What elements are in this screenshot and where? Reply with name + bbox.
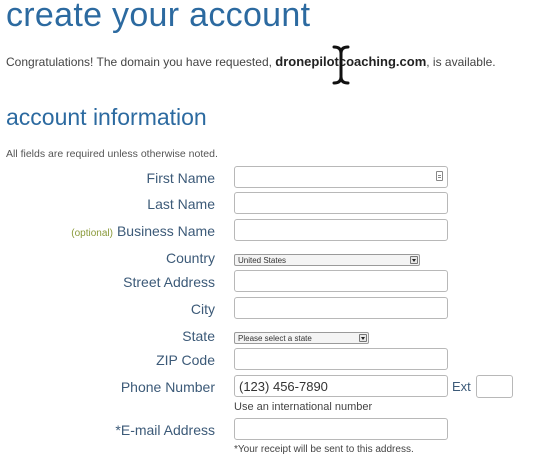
state-label: State <box>182 328 215 344</box>
city-input[interactable] <box>234 297 448 319</box>
required-note: All fields are required unless otherwise noted. <box>6 148 218 160</box>
last-name-label: Last Name <box>147 196 215 212</box>
section-title: account information <box>6 104 207 130</box>
chevron-down-icon[interactable] <box>410 256 418 264</box>
zip-code-input[interactable] <box>234 348 448 370</box>
business-name-input[interactable] <box>234 219 448 241</box>
optional-tag: (optional) <box>71 228 113 239</box>
country-select-value: United States <box>238 256 287 265</box>
state-select[interactable] <box>234 332 369 344</box>
congrats-prefix: Congratulations! The domain you have requested, <box>6 55 272 69</box>
domain-name: dronepilotcoaching.com <box>275 54 427 69</box>
business-name-label-text: Business Name <box>116 223 215 239</box>
email-label: *E-mail Address <box>115 422 215 438</box>
email-input[interactable] <box>234 418 448 440</box>
street-address-input[interactable] <box>234 270 448 292</box>
text-cursor-icon <box>331 44 351 86</box>
email-hint: *Your receipt will be sent to this address. <box>234 444 414 455</box>
autofill-icon[interactable] <box>436 171 443 181</box>
business-name-label <box>71 223 215 239</box>
congrats-suffix: , is available. <box>426 55 496 69</box>
first-name-label: First Name <box>146 170 215 186</box>
page-title: create your account <box>6 0 311 34</box>
first-name-autofill <box>234 166 448 188</box>
country-label: Country <box>165 250 215 266</box>
international-number-link[interactable]: Use an international number <box>234 401 373 413</box>
availability-message <box>6 54 496 69</box>
ext-input[interactable] <box>476 375 513 398</box>
chevron-down-icon[interactable] <box>359 334 367 342</box>
state-select-value: Please select a state <box>238 334 312 343</box>
phone-number-label: Phone Number <box>120 379 215 395</box>
zip-code-label: ZIP Code <box>156 352 215 368</box>
street-address-label: Street Address <box>123 274 215 290</box>
phone-number-input[interactable]: (123) 456-7890 <box>234 375 448 397</box>
country-select[interactable] <box>234 254 420 266</box>
ext-label: Ext <box>452 379 471 394</box>
city-label: City <box>190 301 215 317</box>
last-name-input[interactable] <box>234 192 448 214</box>
